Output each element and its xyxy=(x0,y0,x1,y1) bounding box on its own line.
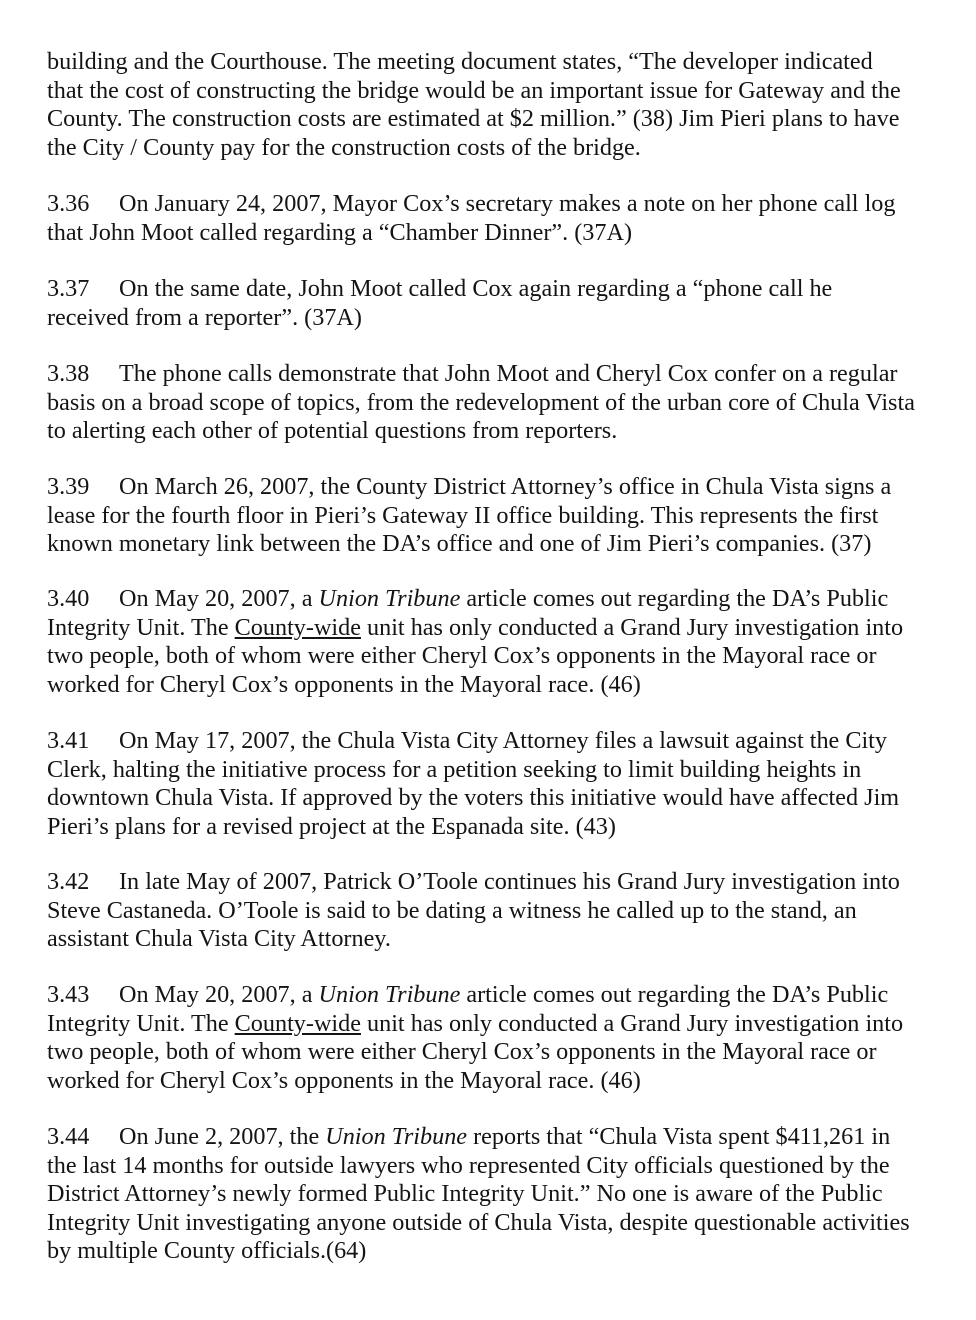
underlined-term: County-wide xyxy=(234,1009,361,1037)
paragraph-3-36 xyxy=(47,190,937,247)
text-line: 3.36 On January 24, 2007, Mayor Cox’s secretary makes a note on her phone call log xyxy=(47,190,896,217)
paragraph-number: 3.39 xyxy=(47,473,90,500)
publication-title: Union Tribune xyxy=(318,585,461,612)
text-line: that the cost of constructing the bridge would be an important issue for Gateway and the xyxy=(47,76,901,104)
text-line: worked for Cheryl Cox’s opponents in the Mayoral race. (46) xyxy=(47,670,641,698)
text-line: the last 14 months for outside lawyers who represented City officials questioned by the xyxy=(47,1151,890,1179)
text-line: Integrity Unit. The County-wide unit has only conducted a Grand Jury investigation into xyxy=(47,613,904,641)
text-line: worked for Cheryl Cox’s opponents in the Mayoral race. (46) xyxy=(47,1066,641,1094)
text-line: basis on a broad scope of topics, from the redevelopment of the urban core of Chula Vista xyxy=(47,388,915,416)
paragraph-number: 3.41 xyxy=(47,727,90,754)
text-line: that John Moot called regarding a “Chamber Dinner”. (37A) xyxy=(47,218,633,246)
text-line: two people, both of whom were either Cheryl Cox’s opponents in the Mayoral race or xyxy=(47,642,877,670)
paragraph-3-43 xyxy=(47,981,937,1095)
text-line: assistant Chula Vista City Attorney. xyxy=(47,925,391,953)
text-line: to alerting each other of potential questions from reporters. xyxy=(47,417,618,445)
text-line: 3.43 On May 20, 2007, a Union Tribune article comes out regarding the DA’s Public xyxy=(47,981,889,1008)
text-line: by multiple County officials.(64) xyxy=(47,1237,367,1265)
text-line: 3.41 On May 17, 2007, the Chula Vista City Attorney files a lawsuit against the City xyxy=(47,727,887,754)
text-line: District Attorney’s newly formed Public Integrity Unit.” No one is aware of the Public xyxy=(47,1180,883,1208)
publication-title: Union Tribune xyxy=(318,981,461,1008)
text-line: 3.40 On May 20, 2007, a Union Tribune article comes out regarding the DA’s Public xyxy=(47,585,889,612)
text-line: 3.39 On March 26, 2007, the County District Attorney’s office in Chula Vista signs a xyxy=(47,473,892,500)
text-line: building and the Courthouse. The meeting document states, “The developer indicated xyxy=(47,48,873,75)
text-line: 3.44 On June 2, 2007, the Union Tribune reports that “Chula Vista spent $411,261 in xyxy=(47,1123,891,1150)
text-line: Steve Castaneda. O’Toole is said to be dating a witness he called up to the stand, an xyxy=(47,896,857,924)
paragraph-number: 3.43 xyxy=(47,981,90,1008)
paragraph-continuation xyxy=(47,48,937,162)
paragraph-3-39 xyxy=(47,473,937,559)
paragraph-3-44 xyxy=(47,1123,937,1266)
paragraph-3-41 xyxy=(47,727,937,841)
paragraph-3-40 xyxy=(47,585,937,699)
paragraph-number: 3.42 xyxy=(47,868,90,895)
paragraph-3-42 xyxy=(47,868,937,954)
text-line: known monetary link between the DA’s office and one of Jim Pieri’s companies. (37) xyxy=(47,530,872,558)
text-line: County. The construction costs are estimated at $2 million.” (38) Jim Pieri plans to have xyxy=(47,105,900,133)
text-line: Pieri’s plans for a revised project at the Espanada site. (43) xyxy=(47,812,616,840)
paragraph-3-38 xyxy=(47,360,937,446)
underlined-term: County-wide xyxy=(234,613,361,641)
text-line: two people, both of whom were either Cheryl Cox’s opponents in the Mayoral race or xyxy=(47,1038,877,1066)
text-line: 3.37 On the same date, John Moot called Cox again regarding a “phone call he xyxy=(47,275,833,302)
paragraph-number: 3.36 xyxy=(47,190,90,217)
paragraph-number: 3.44 xyxy=(47,1123,90,1150)
paragraph-number: 3.40 xyxy=(47,585,90,612)
text-line: received from a reporter”. (37A) xyxy=(47,303,362,331)
text-line: 3.42 In late May of 2007, Patrick O’Toole continues his Grand Jury investigation into xyxy=(47,868,900,895)
text-line: the City / County pay for the construction costs of the bridge. xyxy=(47,133,641,161)
paragraph-number: 3.38 xyxy=(47,360,90,387)
text-line: downtown Chula Vista. If approved by the voters this initiative would have affected Jim xyxy=(47,784,900,812)
text-line: lease for the fourth floor in Pieri’s Gateway II office building. This represents the first xyxy=(47,501,879,529)
text-line: Integrity Unit. The County-wide unit has only conducted a Grand Jury investigation into xyxy=(47,1009,904,1037)
publication-title: Union Tribune xyxy=(325,1123,468,1150)
paragraph-number: 3.37 xyxy=(47,275,90,302)
text-line: Clerk, halting the initiative process for a petition seeking to limit building heights in xyxy=(47,755,862,783)
text-line: 3.38 The phone calls demonstrate that John Moot and Cheryl Cox confer on a regular xyxy=(47,360,898,387)
text-line: Integrity Unit investigating anyone outside of Chula Vista, despite questionable activities xyxy=(47,1208,910,1236)
paragraph-3-37 xyxy=(47,275,937,332)
